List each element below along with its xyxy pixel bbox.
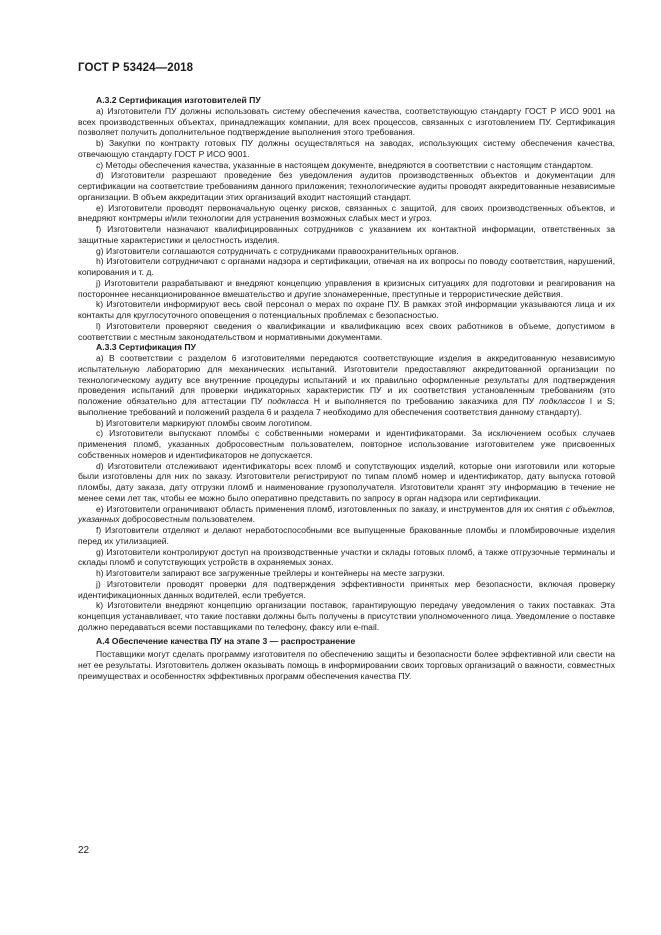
text-run: а) В соответствии с разделом 6 изготовителями передаются соответствующие изделия в аккредитованную независимую испытательную лабораторию для механических испытаний. Изготовители предоставляют аккредитованной организации по технологическому аудиту все внутренние процедуры испытаний и их правильно оформленные результаты для подтверждения проведения испытаний для проверки индикаторных характеристик ПУ и их соответствия установленным требованиям (это положение обязательно для аттестации ПУ: [78, 353, 615, 406]
italic-run: подклассов: [539, 396, 585, 406]
paragraph: b) Закупки по контракту готовых ПУ должны осуществляться на заводах, использующих систему обеспечения качества, отвечающую стандарту ГОСТ Р ИСО 9001.: [78, 138, 615, 159]
page-number: 22: [78, 845, 90, 856]
italic-run: подкласса: [267, 396, 309, 406]
document-body: [78, 95, 615, 682]
section-heading-a33: А.3.3 Сертификация ПУ: [96, 342, 196, 353]
document-header: ГОСТ Р 53424—2018: [78, 62, 194, 74]
text-run: I и S; выполнение требований и положений раздела 6 и раздела 7 необходимо для обеспечения соответствия данному стандарту).: [78, 396, 615, 417]
paragraph: g) Изготовители соглашаются сотрудничать с сотрудниками правоохранительных органов.: [96, 245, 459, 256]
paragraph: f) Изготовители отделяют и делают неработоспособными все выпущенные бракованные пломбы и пломбировочные изделия перед их утилизацией.: [78, 525, 615, 546]
paragraph: l) Изготовители проверяют сведения о квалификации и квалификацию всех своих работников в объеме, допустимом в соответствии с местным законодательством и нормативными документами.: [78, 320, 615, 342]
paragraph: а) Изготовители ПУ должны использовать систему обеспечения качества, соответствующую стандарту ГОСТ Р ИСО 9001 на всех производственных объектах, принадлежащих компании, для всех процессов, связанных с изготовлением ПУ. Сертификация позволяет получить дополнительное подтверждение выполнения этого требования.: [78, 105, 615, 138]
paragraph: d) Изготовители разрешают проведение без уведомления аудитов производственных объектов и документации для сертификации на соответствие требованиям данного приложения; технологические аудиты проводят аккредитованные независимые организации. В объем аккредитации этих организаций входит настоящий стандарт.: [78, 170, 615, 202]
paragraph: [78, 504, 615, 526]
text-run: Н и выполняется по требованию заказчика для ПУ: [308, 396, 540, 406]
paragraph: k) Изготовители внедряют концепцию организации поставок, гарантирующую передачу уведомления о таких поставках. Эта концепция устанавливает, что такие поставки должны быть получены в присутствии уполномоченного лица. Уведомление о поставке должно передаваться всеми поставщиками по телефону, факсу или e-mail.: [78, 600, 615, 632]
paragraph: b) Изготовители маркируют пломбы своим логотипом.: [96, 417, 313, 428]
paragraph: Поставщики могут сделать программу изготовителя по обеспечению защиты и безопасности более эффективной или свести на нет ее результаты. Изготовитель должен оказывать помощь в информировании своих торговых организаций о важности, совместных преимуществах и особенностях эффективных программ обеспечения качества ПУ.: [78, 649, 615, 681]
paragraph: d) Изготовители отслеживают идентификаторы всех пломб и сопутствующих изделий, которые они изготовили или которые были изготовлены для них по заказу. Изготовители регистрируют по типам пломб номер и идентификатор, дату выпуска готовой пломбы, дату заказа, дату отгрузки пломб и наименование грузополучателя. Изготовители хранят эту информацию в течение не менее семи лет так, чтобы ее можно было оперативно представить по запросу в орган надзора или сертификации.: [78, 460, 615, 503]
paragraph: h) Изготовители сотрудничают с органами надзора и сертификации, отвечая на их вопросы по поводу соответствия, нарушений, копирования и т. д.: [78, 256, 615, 277]
paragraph: j) Изготовители разрабатывают и внедряют концепцию управления в кризисных ситуациях для подготовки и реагирования на постороннее несанкционированное вмешательство и другие злонамеренные, преступные и террористические действия.: [78, 277, 615, 299]
paragraph: с) Изготовители выпускают пломбы с собственными номерами и идентификаторами. За исключением особых случаев применения пломб, указанных добросовестным пользователем, повторное использование изготовителем уже присвоенных собственных номеров и идентификаторов не допускается.: [78, 428, 615, 460]
section-heading-a4: А.4 Обеспечение качества ПУ на этапе 3 — распространение: [96, 635, 356, 646]
italic-run: с объектов, указанных: [78, 503, 615, 525]
paragraph: g) Изготовители контролируют доступ на производственные участки и склады готовых пломб, а также отгрузочные терминалы и склады пломб и сопутствующих устройств в охраняемых зонах.: [78, 546, 615, 568]
paragraph: h) Изготовители запирают все загруженные трейлеры и контейнеры на месте загрузки.: [96, 568, 445, 578]
paragraph: е) Изготовители проводят первоначальную оценку рисков, связанных с защитой, для своих производственных объектов, и внедряют контрмеры и/или технологии для устранения возможных слабых мест и угроз.: [78, 202, 615, 224]
paragraph: с) Методы обеспечения качества, указанные в настоящем документе, внедряются в соответствии с настоящим стандартом.: [96, 159, 594, 170]
paragraph: j) Изготовители проводят проверки для подтверждения эффективности принятых мер безопасности, включая проверку идентификационных данных водителей, если требуется.: [78, 578, 615, 600]
paragraph: [78, 353, 615, 418]
section-heading-a32: А.3.2 Сертификация изготовителей ПУ: [96, 95, 261, 105]
paragraph: k) Изготовители информируют весь свой персонал о мерах по охране ПУ. В рамках этой информации указываются лица и их контакты для круглосуточного оповещения о потенциальных проблемах с безопасностью.: [78, 299, 615, 320]
text-run: добросовестным пользователем.: [119, 514, 256, 525]
paragraph: f) Изготовители назначают квалифицированных сотрудников с указанием их контактной информации, ответственных за защитные характеристики и целостность изделия.: [78, 224, 615, 245]
text-run: е) Изготовители ограничивают область применения пломб, изготовленных по заказу, и инструментов для их снятия: [96, 503, 566, 514]
